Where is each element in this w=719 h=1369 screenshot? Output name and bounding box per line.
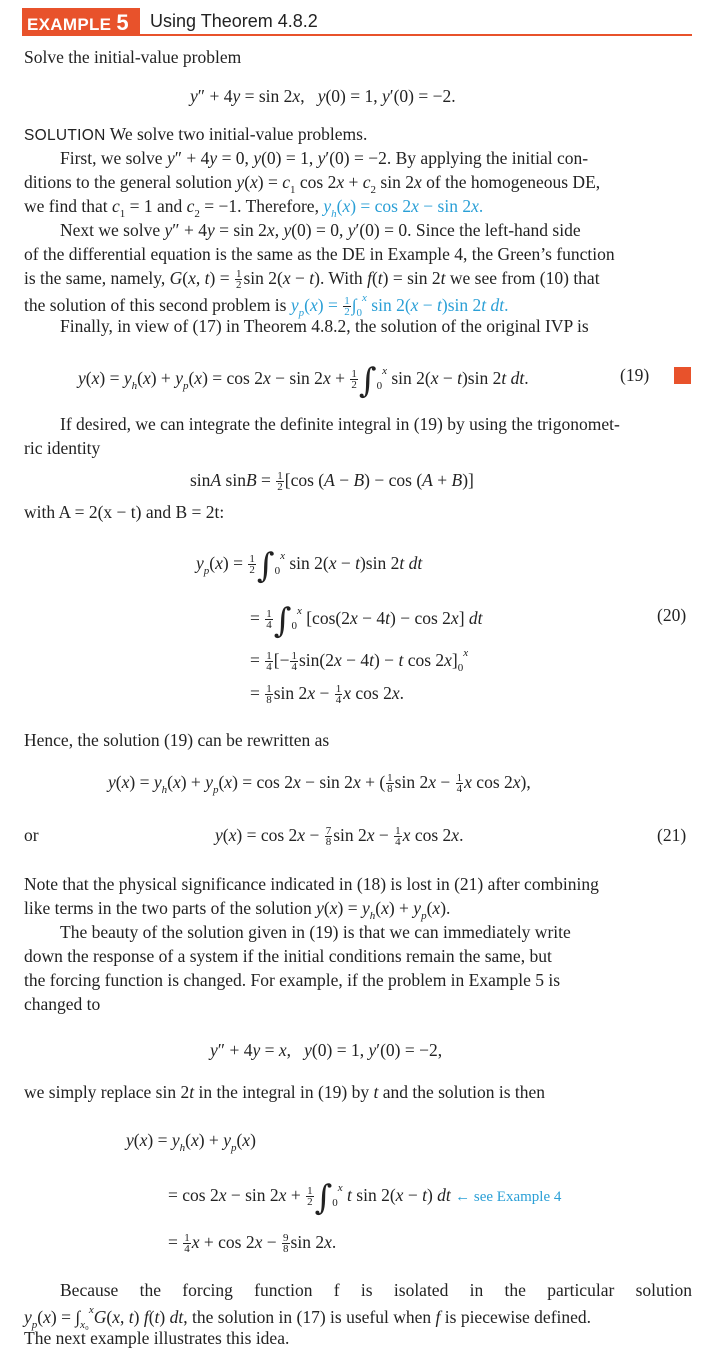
hence-line: Hence, the solution (19) can be rewritten as	[24, 730, 330, 750]
equation-19: $y(x) = y_h(x) + y_p(x) = \cos 2x - \sin 2x$ + $\frac{1}{2}$ $\int_0^x$ sin 2(x − t)sin 2t dt.	[78, 361, 529, 401]
eq21-number: (21)	[657, 825, 687, 845]
new-solution-row-3: = $\frac{1}{4}$ x + cos 2x − $\frac{9}{8}$ sin 2x.	[168, 1232, 337, 1256]
next-step-line-2: of the differential equation is the same as the DE in Example 4, the Green’s function	[24, 244, 615, 264]
example-title: Using Theorem 4.8.2	[150, 11, 318, 31]
equation-21: y(x) = cos 2x − $\frac{7}{8}$ sin 2x − $\frac{1}{4}$ x cos 2x.	[215, 825, 464, 849]
note-line-2: like terms in the two parts of the solution $y(x) = y_h(x) + y_p(x)$.	[24, 898, 451, 922]
note-line-1: Note that the physical significance indicated in (18) is lost in (21) after combining	[24, 874, 599, 894]
new-ivp: y″ + 4y = x, y(0) = 1, y′(0) = −2,	[210, 1040, 443, 1060]
because-line-2: $y_p(x) = \int_{x_0}^xG(x$, t) f(t) dt, the solution in (17) is useful when f is piecewise defined.	[24, 1304, 592, 1331]
with-ab-line: with A = 2(x − t) and B = 2t:	[24, 502, 225, 522]
eq20-row-2: = $\frac{1}{4}$ $\int_0^x$ [cos(2x − 4t) − cos 2x] dt	[250, 601, 483, 641]
solution-first: We solve two initial-value problems.	[109, 124, 368, 144]
see-example-note: ← see Example 4	[455, 1189, 562, 1205]
example-number: 5	[116, 10, 129, 35]
replace-line: we simply replace sin 2t in the integral in (19) by t and the solution is then	[24, 1082, 546, 1102]
new-solution-row-1: $y(x) = y_h(x) + y_p(x)$	[126, 1130, 256, 1154]
next-step-line-4: the solution of this second problem is $y_p(x)$ = $\frac{1}{2}$ $\int_0^x$ sin 2(x − t)sin 2t dt.	[24, 292, 509, 319]
trig-identity: sinA sinB = $\frac{1}{2}$ [cos (A − B) − cos (A + B)]	[190, 470, 474, 494]
beauty-line-1: The beauty of the solution given in (19) is that we can immediately write	[60, 922, 571, 942]
eq20-row-4: = $\frac{1}{8}$ sin 2x − $\frac{1}{4}$ x cos 2x.	[250, 683, 404, 707]
see-example-text: see Example 4	[473, 1189, 562, 1205]
example-label	[27, 10, 129, 36]
solution-line	[24, 124, 367, 145]
next-step-line-3: is the same, namely, G(x, t) = $\frac{1}{2}$ sin 2(x − t). With f(t) = sin 2t we see from (10) that	[24, 268, 600, 292]
eq20-row-1: $y_p(x)$ = $\frac{1}{2}$ $\int_0^x$ sin 2(x − t)sin 2t dt	[196, 546, 423, 586]
because-line-1: Because the forcing function f is isolated in the particular solution	[60, 1280, 692, 1300]
eq19-number: (19)	[620, 365, 650, 385]
beauty-line-4: changed to	[24, 994, 101, 1014]
first-step-line-2: ditions to the general solution $y(x) = c_1$ $\cos 2x + c_2$ sin 2x of the homogeneous DE,	[24, 172, 601, 196]
new-solution-row-2: = cos 2x − sin 2x + $\frac{1}{2}$ $\int_0^x$ t sin 2(x − t) dt ← see Example 4	[168, 1178, 562, 1218]
eq20-row-3: = $\frac{1}{4}$ [− $\frac{1}{4}$ sin(2x − 4t) − t $\cos 2x]_0^x$	[250, 647, 469, 674]
intro-text: Solve the initial-value problem	[24, 47, 242, 67]
if-desired-line-2: ric identity	[24, 438, 101, 458]
beauty-line-2: down the response of a system if the initial conditions remain the same, but	[24, 946, 552, 966]
first-step-line-1: First, we solve y″ + 4y = 0, y(0) = 1, y′(0) = −2. By applying the initial con-	[60, 148, 589, 168]
ivp-equation: y″ + 4y = sin 2x, y(0) = 1, y′(0) = −2.	[190, 86, 456, 106]
because-line-3: The next example illustrates this idea.	[24, 1328, 290, 1348]
first-step-line-3: we find that $c_1 = 1$ and $c_2 = -1$. Therefore, $y_h(x) = \cos 2x - \sin 2x$.	[24, 196, 484, 220]
next-step-line-1: Next we solve y″ + 4y = sin 2x, y(0) = 0, y′(0) = 0. Since the left-hand side	[60, 220, 581, 240]
eq20-number: (20)	[657, 605, 687, 625]
rewritten-solution: $y(x) = y_h(x) + y_p(x) = \cos 2x - \sin 2x$ + ( $\frac{1}{8}$ sin 2x − $\frac{1}{4}$ x cos 2x),	[108, 772, 531, 796]
end-of-solution-square	[674, 367, 691, 384]
beauty-line-3: the forcing function is changed. For example, if the problem in Example 5 is	[24, 970, 561, 990]
example-word: EXAMPLE	[27, 15, 112, 34]
solution-label: SOLUTION	[24, 127, 106, 144]
finally-line: Finally, in view of (17) in Theorem 4.8.2, the solution of the original IVP is	[60, 316, 589, 336]
or-word: or	[24, 825, 39, 845]
if-desired-line-1: If desired, we can integrate the definite integral in (19) by using the trigonomet-	[60, 414, 620, 434]
